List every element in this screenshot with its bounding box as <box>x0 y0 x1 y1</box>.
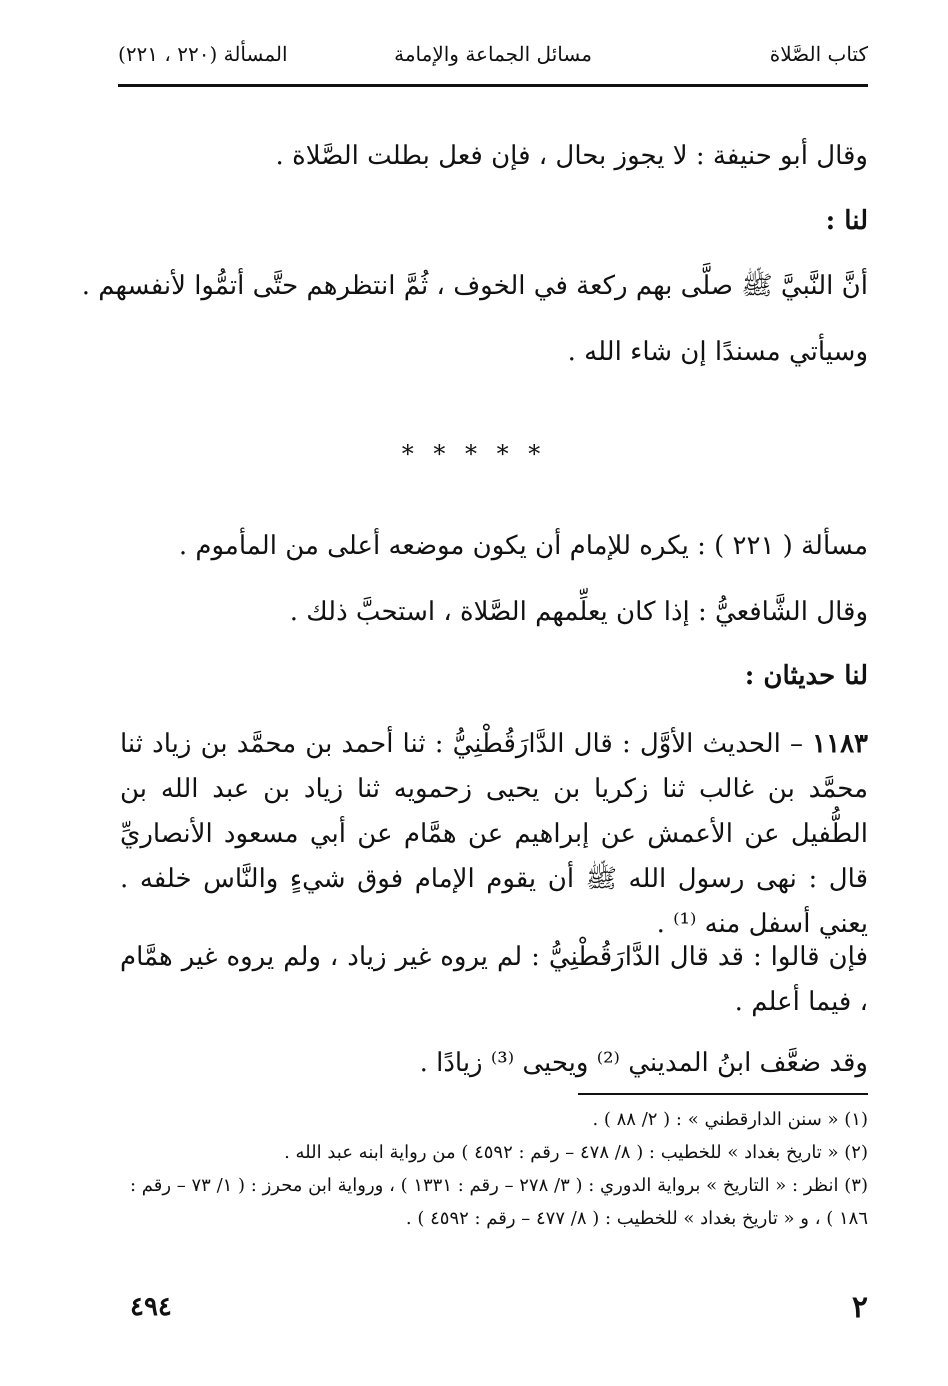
footnote-3: (٣) انظر : « التاريخ » برواية الدوري : ( ٣/ ٢٧٨ – رقم : ١٣٣١ ) ، ورواية ابن محرز : ( ١/ ٧٣ – رقم : ١٨٦ ) ، و « تاريخ بغداد » للخطيب : ( ٨/ ٤٧٧ – رقم : ٤٥٩٢ ) . <box>129 1175 868 1229</box>
header-book-title: كتاب الصَّلاة <box>769 42 868 66</box>
text-line-weakening: وقد ضعَّف ابنُ المديني ⁽²⁾ ويحيى ⁽³⁾ زيادًا . <box>419 1048 868 1078</box>
text-line-shafii: وقال الشَّافعيُّ : إذا كان يعلِّمهم الصَّلاة ، استحبَّ ذلك . <box>289 597 868 627</box>
hadith-number: ١١٨٣ <box>812 729 868 759</box>
text-line-abu-hanifa: وقال أبو حنيفة : لا يجوز بحال ، فإن فعل بطلت الصَّلاة . <box>275 141 868 171</box>
footnotes <box>120 1103 868 1235</box>
header-rule <box>118 84 868 87</box>
objection-paragraph: فإن قالوا : قد قال الدَّارَقُطْنِيُّ : لم يروه غير زياد ، ولم يروه غير همَّام ، فيما أعلم . <box>120 942 868 1017</box>
text-line-two-hadiths: لنا حديثان : <box>744 661 868 691</box>
header-chapter-title: مسائل الجماعة والإمامة <box>394 42 592 66</box>
page-number: ٤٩٤ <box>130 1292 172 1322</box>
text-line-musnad: وسيأتي مسندًا إن شاء الله . <box>567 337 868 367</box>
footnote-rule <box>578 1093 868 1095</box>
hadith-text: – الحديث الأوَّل : قال الدَّارَقُطْنِيُّ : ثنا أحمد بن محمَّد بن زياد ثنا محمَّد بن غالب ثنا زكريا بن يحيى زحمويه ثنا زياد بن عبد الله بن الطُّفيل عن الأعمش عن إبراهيم عن همَّام عن أبي مسعود الأنصاريِّ قال : نهى رسول الله ﷺ أن يقوم الإمام فوق شيءٍ والنَّاس خلفه . يعني أسفل منه ⁽¹⁾ . <box>120 729 868 939</box>
header-issue-number: المسألة (٢٢٠ ، ٢٢١) <box>118 42 288 66</box>
text-line-prophet-prayer: أنَّ النَّبيَّ ﷺ صلَّى بهم ركعة في الخوف ، ثُمَّ انتظرهم حتَّى أتمُّوا لأنفسهم . <box>81 271 868 301</box>
volume-number: ٢ <box>851 1290 868 1325</box>
hadith-paragraph <box>120 722 868 947</box>
running-header <box>118 42 868 82</box>
section-separator: * * * * * <box>401 440 547 468</box>
footnote-1: (١) « سنن الدارقطني » : ( ٢/ ٨٨ ) . <box>592 1109 868 1130</box>
issue-221-heading: مسألة ( ٢٢١ ) : يكره للإمام أن يكون موضعه أعلى من المأموم . <box>178 531 868 561</box>
footnote-2: (٢) « تاريخ بغداد » للخطيب : ( ٨/ ٤٧٨ – رقم : ٤٥٩٢ ) من رواية ابنه عبد الله . <box>284 1142 868 1163</box>
text-line-lana: لنا : <box>825 206 868 236</box>
